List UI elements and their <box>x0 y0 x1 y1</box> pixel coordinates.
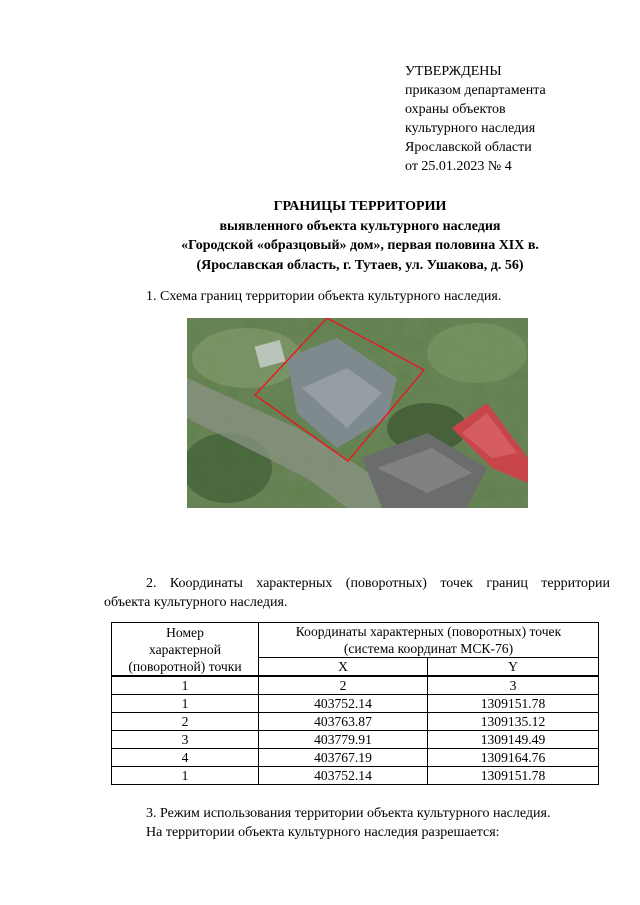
column-number: 3 <box>428 676 599 695</box>
coord-x: 403752.14 <box>259 695 428 713</box>
section-1-heading: 1. Схема границ территории объекта культурного наследия. <box>146 289 502 304</box>
title-line: «Городской «образцовый» дом», первая половина XIX в. <box>181 238 539 253</box>
point-number: 4 <box>112 749 259 767</box>
section-2-heading-line-1: 2. Координаты характерных (поворотных) точек границ территории <box>146 576 610 591</box>
coord-x: 403767.19 <box>259 749 428 767</box>
boundary-scheme-map <box>187 318 528 508</box>
coord-y: 1309164.76 <box>428 749 599 767</box>
document-title <box>100 197 620 275</box>
section-3-permitted-text: На территории объекта культурного наследия разрешается: <box>146 825 500 840</box>
header-coords-line: Координаты характерных (поворотных) точек <box>295 624 562 639</box>
section-2-heading-line-2: объекта культурного наследия. <box>104 595 288 610</box>
header-x: X <box>259 658 428 677</box>
header-point-line: характерной <box>148 641 222 657</box>
header-y: Y <box>428 658 599 677</box>
coord-y: 1309151.78 <box>428 695 599 713</box>
point-number: 3 <box>112 731 259 749</box>
point-number: 1 <box>112 695 259 713</box>
approval-line: УТВЕРЖДЕНЫ <box>405 64 502 79</box>
aerial-photo-image <box>187 318 528 508</box>
coord-x: 403763.87 <box>259 713 428 731</box>
coord-y: 1309149.49 <box>428 731 599 749</box>
coord-x: 403779.91 <box>259 731 428 749</box>
header-coordinates <box>259 623 599 658</box>
approval-block <box>405 62 546 176</box>
table-row <box>112 695 599 713</box>
table-row <box>112 713 599 731</box>
table-row <box>112 731 599 749</box>
point-number: 2 <box>112 713 259 731</box>
column-number: 1 <box>112 676 259 695</box>
table-column-numbers-row <box>112 676 599 695</box>
approval-line: культурного наследия <box>405 121 536 136</box>
title-line: ГРАНИЦЫ ТЕРРИТОРИИ <box>273 199 447 214</box>
section-3-heading: 3. Режим использования территории объекта культурного наследия. <box>146 806 551 821</box>
vegetation-patch <box>427 323 527 383</box>
column-number: 2 <box>259 676 428 695</box>
header-point-line: (поворотной) точки <box>128 658 242 674</box>
coord-y: 1309135.12 <box>428 713 599 731</box>
approval-line: охраны объектов <box>405 102 506 117</box>
header-coords-line: (система координат МСК-76) <box>343 641 514 656</box>
table-header-row <box>112 623 599 658</box>
point-number: 1 <box>112 767 259 785</box>
table-row <box>112 767 599 785</box>
header-point-number <box>112 623 259 677</box>
header-point-line: Номер <box>166 624 204 640</box>
approval-line: приказом департамента <box>405 83 546 98</box>
title-line: (Ярославская область, г. Тутаев, ул. Ушакова, д. 56) <box>196 257 524 273</box>
coord-y: 1309151.78 <box>428 767 599 785</box>
approval-date-line: от 25.01.2023 № 4 <box>405 159 512 174</box>
approval-line: Ярославской области <box>405 140 532 155</box>
coord-x: 403752.14 <box>259 767 428 785</box>
table-row <box>112 749 599 767</box>
vegetation-patch <box>192 328 302 388</box>
coordinates-table <box>111 622 599 785</box>
title-line: выявленного объекта культурного наследия <box>219 218 501 234</box>
